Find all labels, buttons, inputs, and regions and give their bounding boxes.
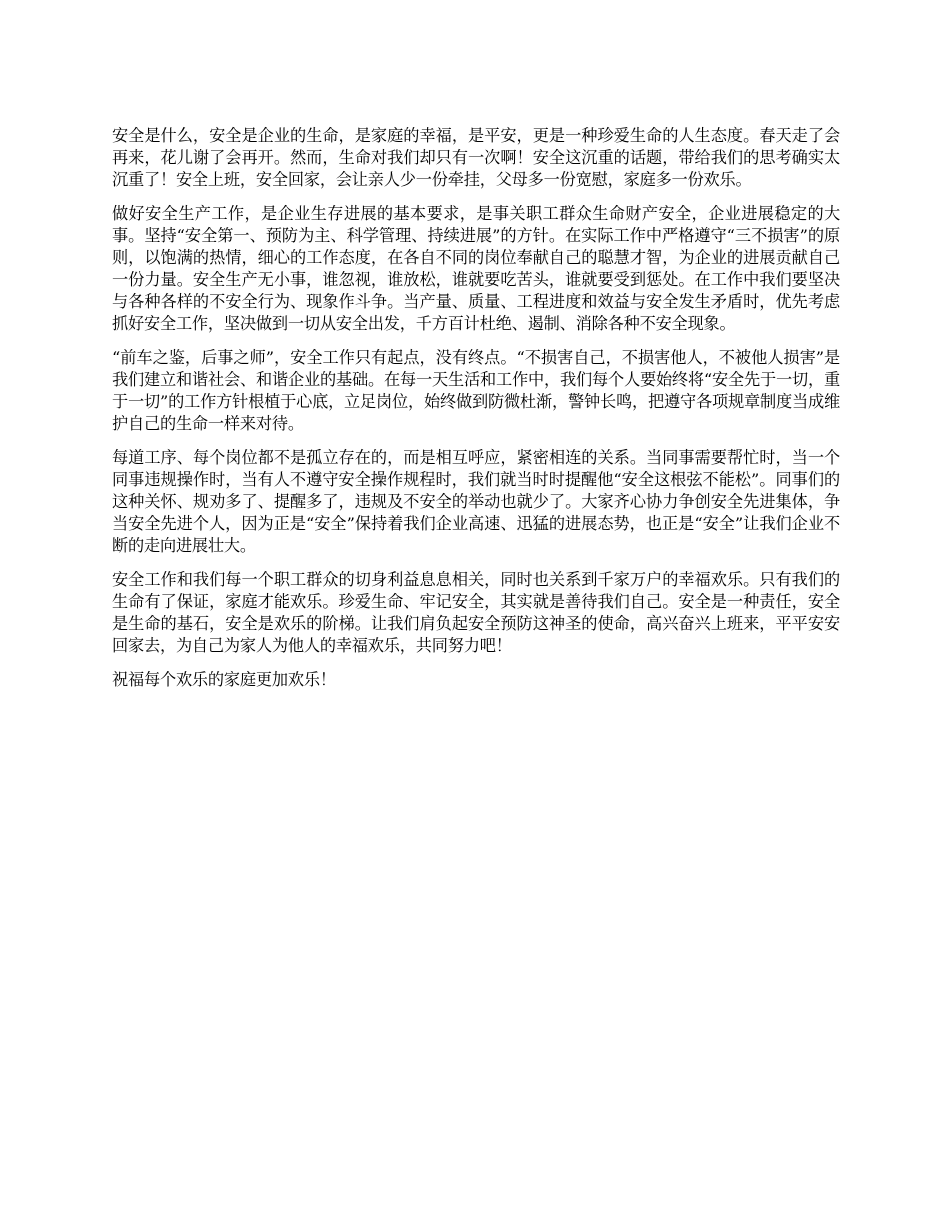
document-body <box>112 125 840 691</box>
paragraph-3: “前车之鉴，后事之师”，安全工作只有起点，没有终点。“不损害自己，不损害他人，不被他人损害”是我们建立和谐社会、和谐企业的基础。在每一天生活和工作中，我们每个人要始终将“安全先于一切，重于一切”的工作方针根植于心底，立足岗位，始终做到防微杜渐，警钟长鸣，把遵守各项规章制度当成维护自己的生命一样来对待。 <box>112 348 840 433</box>
paragraph-4: 每道工序、每个岗位都不是孤立存在的，而是相互呼应，紧密相连的关系。当同事需要帮忙时，当一个同事违规操作时，当有人不遵守安全操作规程时，我们就当时时提醒他“安全这根弦不能松”。同事们的这种关怀、规劝多了、提醒多了，违规及不安全的举动也就少了。大家齐心协力争创安全先进集体，争当安全先进个人，因为正是“安全”保持着我们企业高速、迅猛的进展态势，也正是“安全”让我们企业不断的走向进展壮大。 <box>112 448 840 555</box>
paragraph-5: 安全工作和我们每一个职工群众的切身利益息息相关，同时也关系到千家万户的幸福欢乐。只有我们的生命有了保证，家庭才能欢乐。珍爱生命、牢记安全，其实就是善待我们自己。安全是一种责任，安全是生命的基石，安全是欢乐的阶梯。让我们肩负起安全预防这神圣的使命，高兴奋兴上班来，平平安安回家去，为自己为家人为他人的幸福欢乐，共同努力吧！ <box>112 570 840 655</box>
paragraph-6: 祝福每个欢乐的家庭更加欢乐！ <box>112 670 336 689</box>
paragraph-2: 做好安全生产工作，是企业生存进展的基本要求，是事关职工群众生命财产安全，企业进展稳定的大事。坚持“安全第一、预防为主、科学管理、持续进展”的方针。在实际工作中严格遵守“三不损害”的原则，以饱满的热情，细心的工作态度，在各自不同的岗位奉献自己的聪慧才智，为企业的进展贡献自己一份力量。安全生产无小事，谁忽视，谁放松，谁就要吃苦头，谁就要受到惩处。在工作中我们要坚决与各种各样的不安全行为、现象作斗争。当产量、质量、工程进度和效益与安全发生矛盾时，优先考虑抓好安全工作，坚决做到一切从安全出发，千方百计杜绝、遏制、消除各种不安全现象。 <box>112 204 840 333</box>
paragraph-1: 安全是什么，安全是企业的生命，是家庭的幸福，是平安，更是一种珍爱生命的人生态度。春天走了会再来，花儿谢了会再开。然而，生命对我们却只有一次啊！安全这沉重的话题，带给我们的思考确实太沉重了！安全上班，安全回家，会让亲人少一份牵挂，父母多一份宽慰，家庭多一份欢乐。 <box>112 126 840 189</box>
